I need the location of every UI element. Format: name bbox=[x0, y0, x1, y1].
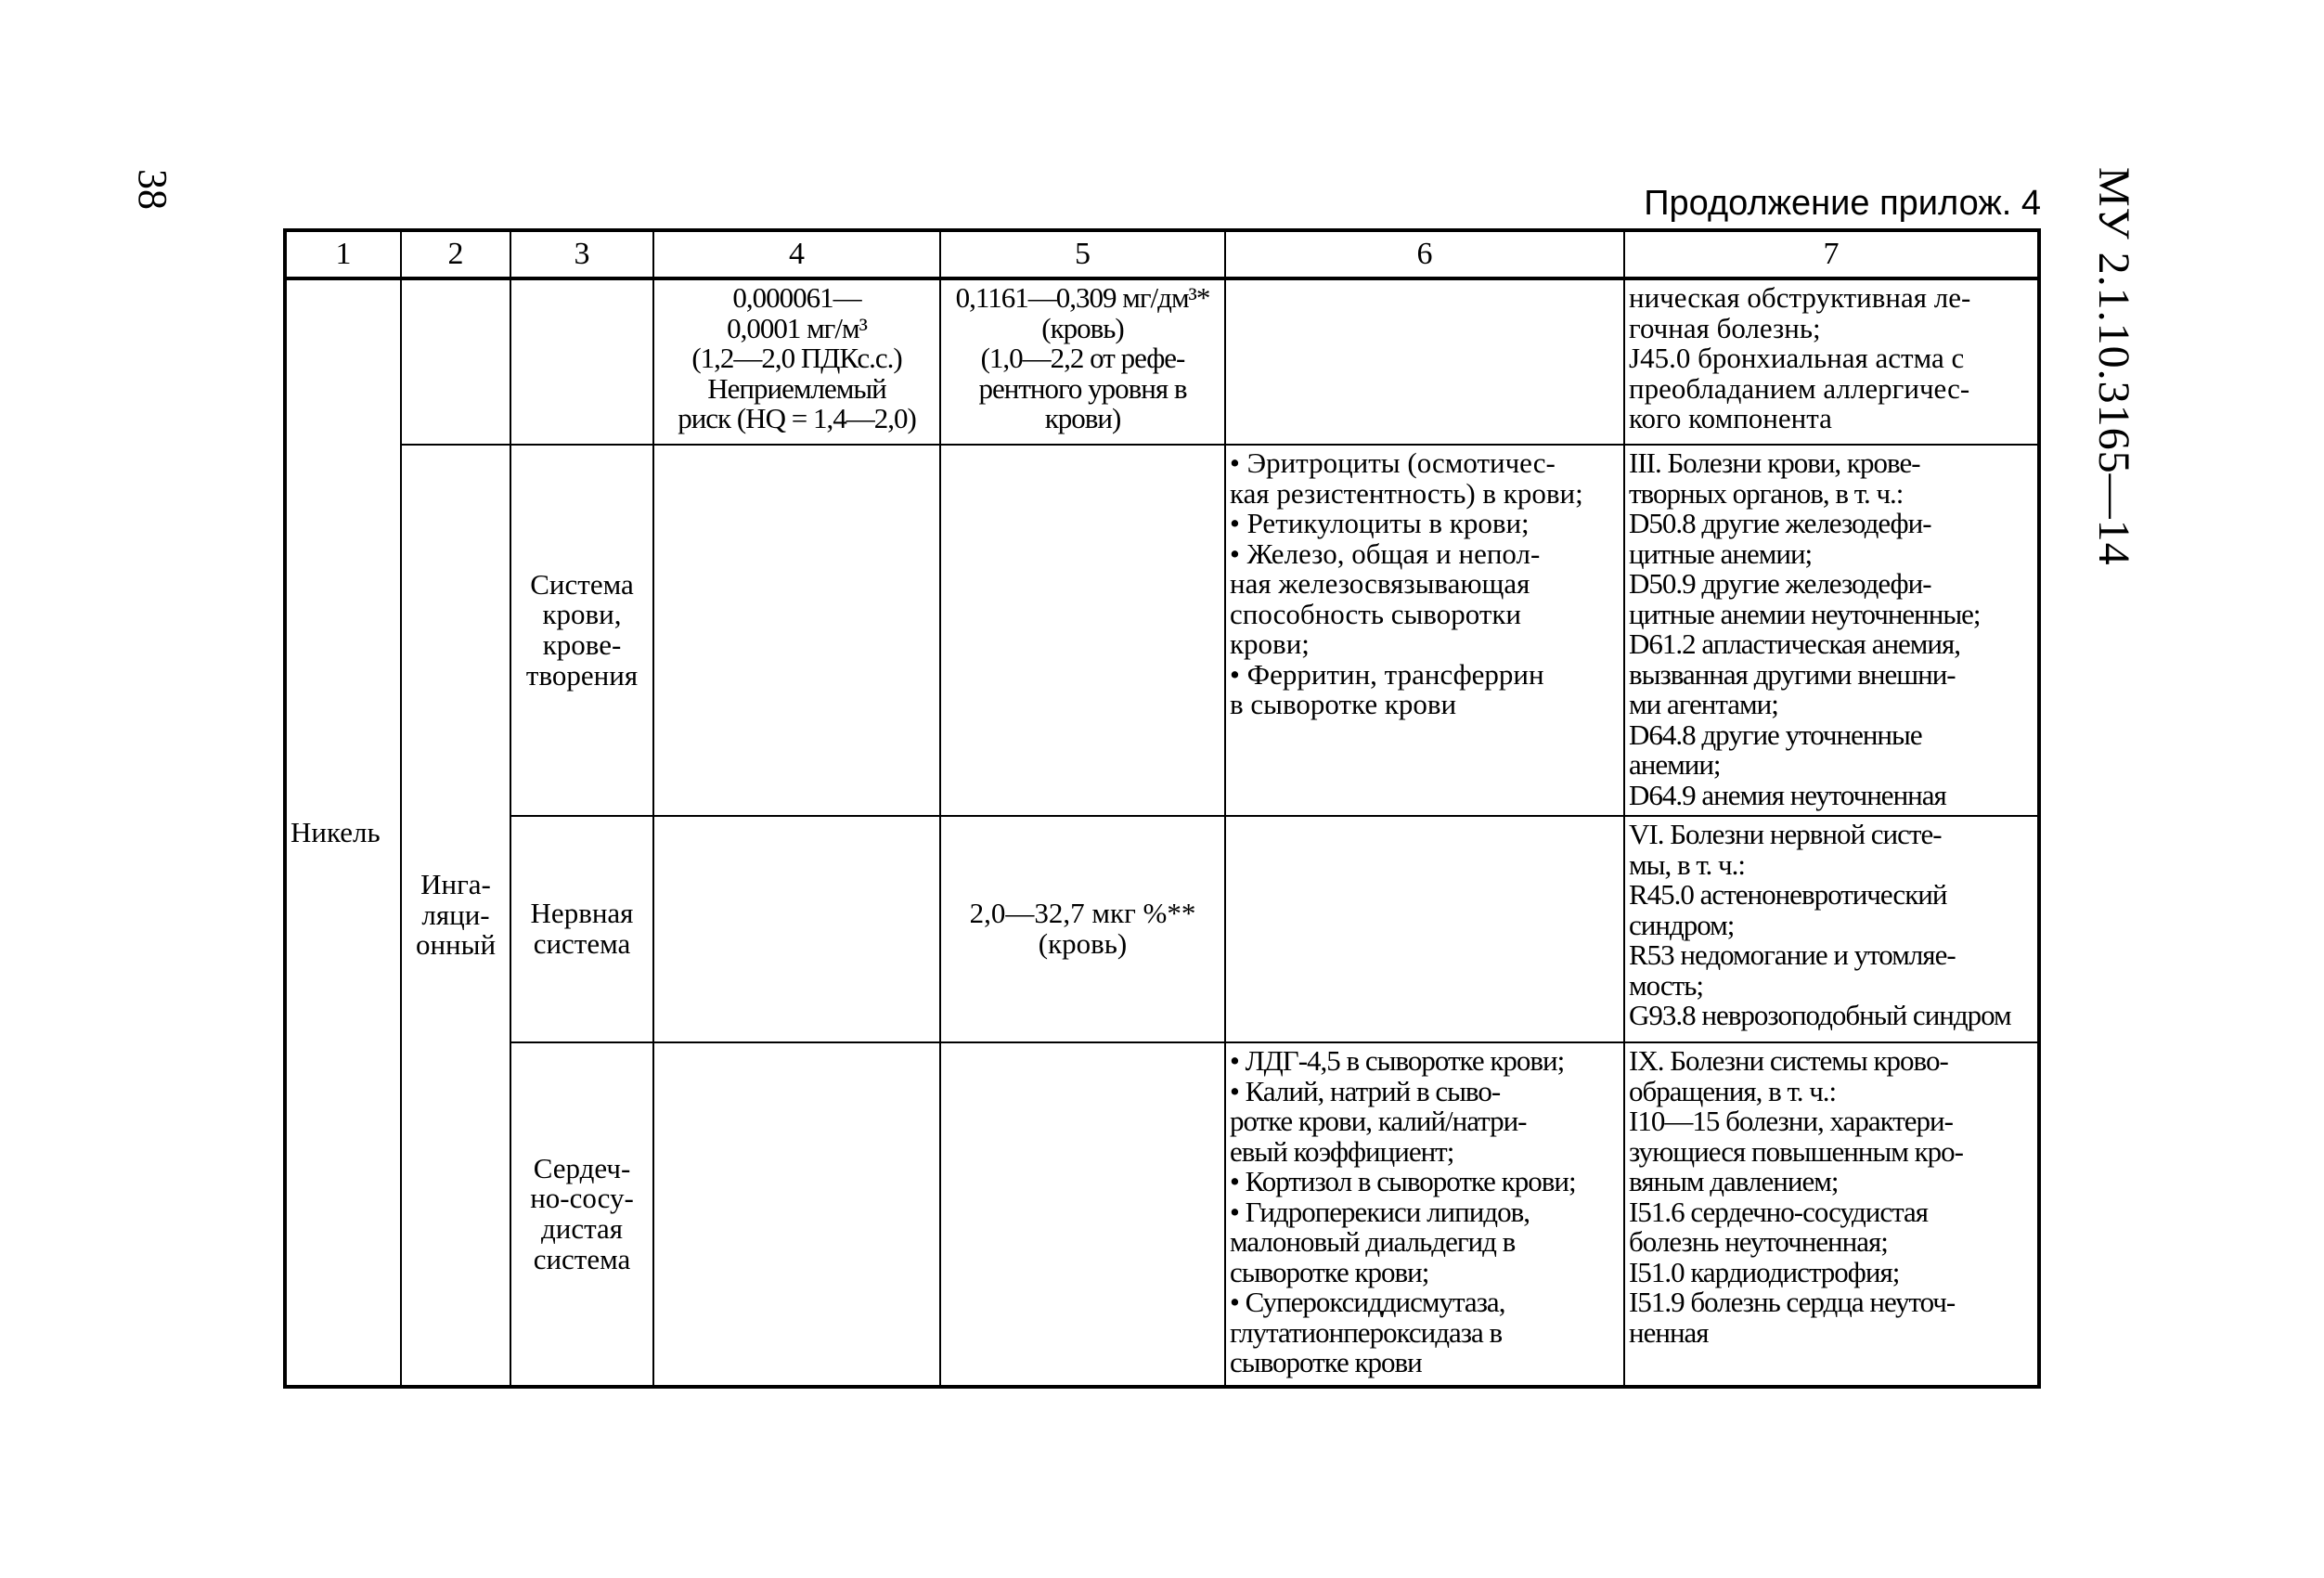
cell-text-line: болезнь неуточненная; bbox=[1629, 1225, 1888, 1259]
biomarker-level-cell bbox=[940, 278, 1225, 445]
cell-text-line: (кровь) bbox=[1041, 311, 1124, 344]
cell-text-line: кая резистентность) в крови; bbox=[1230, 476, 1583, 510]
cell-text-line: ротке крови, калий/натри- bbox=[1230, 1105, 1527, 1138]
air-concentration-cell bbox=[653, 1042, 940, 1387]
indicators-cell bbox=[1225, 278, 1624, 445]
cell-text-line: но-сосу- bbox=[530, 1182, 634, 1215]
cell-text-line: система bbox=[533, 927, 631, 960]
cell-text-line: мы, в т. ч.: bbox=[1629, 847, 1746, 881]
indicators-cell bbox=[1225, 816, 1624, 1042]
cell-text-line: мость; bbox=[1629, 968, 1703, 1002]
cell-text-line: III. Болезни крови, крове- bbox=[1629, 446, 1920, 479]
header-cell: 7 bbox=[1624, 230, 2039, 278]
indicators-cell bbox=[1225, 445, 1624, 816]
cell-text-line: сыворотке крови; bbox=[1230, 1255, 1429, 1288]
cell-text-line: I51.9 болезнь сердца неуточ- bbox=[1629, 1286, 1956, 1319]
header-cell: 4 bbox=[653, 230, 940, 278]
cell-text-line: D61.2 апластическая анемия, bbox=[1629, 627, 1961, 661]
header-cell: 2 bbox=[401, 230, 510, 278]
cell-text-line: (1,2—2,0 ПДКс.с.) bbox=[691, 342, 902, 375]
cell-text-line: 0,000061— bbox=[732, 281, 861, 314]
header-cell: 3 bbox=[510, 230, 653, 278]
cell-text-line: • ЛДГ-4,5 в сыворотке крови; bbox=[1230, 1044, 1565, 1077]
diseases-cell bbox=[1624, 1042, 2039, 1387]
system-cell bbox=[510, 445, 653, 816]
table-row bbox=[285, 816, 2039, 1042]
appendix-table bbox=[283, 228, 2041, 1389]
header-cell: 6 bbox=[1225, 230, 1624, 278]
diseases-cell bbox=[1624, 816, 2039, 1042]
cell-text-line: 0,0001 мг/м³ bbox=[727, 311, 867, 344]
document-code: МУ 2.1.10.3165—14 bbox=[2089, 167, 2138, 566]
cell-text-line: • Ферритин, трансферрин bbox=[1230, 657, 1544, 691]
cell-text-line: • Железо, общая и непол- bbox=[1230, 537, 1541, 570]
cell-text-line: Система bbox=[530, 567, 634, 601]
header-cell: 1 bbox=[285, 230, 401, 278]
cell-text-line: дистая bbox=[540, 1212, 624, 1245]
cell-text-line: вызванная другими внешни- bbox=[1629, 657, 1956, 691]
cell-text-line: • Кортизол в сыворотке крови; bbox=[1230, 1165, 1576, 1198]
cell-text-line: 2,0—32,7 мкг %** bbox=[969, 897, 1196, 930]
cell-text-line: преобладанием аллергичес- bbox=[1629, 371, 1970, 405]
cell-text-line: D50.9 другие железодефи- bbox=[1629, 567, 1931, 601]
cell-text-line: анемии; bbox=[1629, 748, 1721, 782]
cell-text-line: крови, bbox=[542, 598, 622, 631]
air-concentration-cell bbox=[653, 278, 940, 445]
cell-text-line: ми агентами; bbox=[1629, 688, 1778, 721]
system-cell-empty bbox=[510, 278, 653, 445]
table-row bbox=[285, 278, 2039, 445]
system-cell bbox=[510, 1042, 653, 1387]
cell-text-line: R53 недомогание и утомляе- bbox=[1629, 938, 1956, 972]
cell-text-line: Нервная bbox=[530, 897, 634, 930]
diseases-cell bbox=[1624, 445, 2039, 816]
cell-text-line: рентного уровня в bbox=[978, 371, 1187, 405]
biomarker-level-cell bbox=[940, 1042, 1225, 1387]
cell-text-line: обращения, в т. ч.: bbox=[1629, 1074, 1837, 1107]
table-row bbox=[285, 1042, 2039, 1387]
substance-cell: Никель bbox=[285, 278, 401, 1387]
cell-text-line: I51.0 кардиодистрофия; bbox=[1629, 1255, 1900, 1288]
cell-text-line: R45.0 астеноневротический bbox=[1629, 878, 1947, 912]
cell-text-line: творных органов, в т. ч.: bbox=[1629, 476, 1904, 510]
indicators-cell bbox=[1225, 1042, 1624, 1387]
air-concentration-cell bbox=[653, 816, 940, 1042]
cell-text-line: система bbox=[533, 1242, 631, 1275]
cell-text-line: евый коэффициент; bbox=[1230, 1134, 1454, 1168]
cell-text-line: ническая обструктивная ле- bbox=[1629, 281, 1971, 314]
table-row bbox=[285, 445, 2039, 816]
cell-text-line: I51.6 сердечно-сосудистая bbox=[1629, 1195, 1929, 1228]
cell-text-line: зующиеся повышенным кро- bbox=[1629, 1134, 1963, 1168]
cell-text-line: риск (HQ = 1,4—2,0) bbox=[678, 402, 916, 435]
cell-text-line: сыворотке крови bbox=[1230, 1346, 1422, 1379]
cell-text-line: цитные анемии неуточненные; bbox=[1629, 597, 1981, 630]
page-number: 38 bbox=[130, 169, 175, 210]
header-cell: 5 bbox=[940, 230, 1225, 278]
cell-text-line: синдром; bbox=[1629, 908, 1735, 941]
cell-text-line: малоновый диальдегид в bbox=[1230, 1225, 1516, 1259]
cell-text-line: • Эритроциты (осмотичес- bbox=[1230, 446, 1556, 479]
cell-text-line: IX. Болезни системы крово- bbox=[1629, 1044, 1948, 1077]
system-cell bbox=[510, 816, 653, 1042]
cell-text-line: • Ретикулоциты в крови; bbox=[1230, 507, 1530, 540]
cell-text-line: в сыворотке крови bbox=[1230, 688, 1457, 721]
cell-text-line: • Калий, натрий в сыво- bbox=[1230, 1074, 1501, 1107]
cell-text-line: вяным давлением; bbox=[1629, 1165, 1839, 1198]
cell-text-line: • Супероксиддисмутаза, bbox=[1230, 1286, 1505, 1319]
route-cell bbox=[401, 445, 510, 1387]
cell-text-line: глутатионпероксидаза в bbox=[1230, 1315, 1503, 1349]
cell-text-line: Сердеч- bbox=[533, 1151, 631, 1184]
cell-text-line: ненная bbox=[1629, 1315, 1709, 1349]
biomarker-level-cell bbox=[940, 816, 1225, 1042]
biomarker-level-cell bbox=[940, 445, 1225, 816]
cell-text-line: D64.8 другие уточненные bbox=[1629, 718, 1922, 751]
cell-text-line: Неприемлемый bbox=[707, 371, 886, 405]
cell-text-line: крови; bbox=[1230, 627, 1310, 661]
cell-text-line: G93.8 неврозоподобный синдром bbox=[1629, 999, 2011, 1032]
cell-text-line: (кровь) bbox=[1038, 927, 1128, 960]
diseases-cell bbox=[1624, 278, 2039, 445]
cell-text-line: цитные анемии; bbox=[1629, 537, 1813, 570]
cell-text-line: ляци- bbox=[421, 898, 490, 931]
cell-text-line: 0,1161—0,309 мг/дм³* bbox=[955, 281, 1210, 314]
cell-text-line: (1,0—2,2 от рефе- bbox=[980, 342, 1185, 375]
cell-text-line: кого компонента bbox=[1629, 402, 1832, 435]
cell-text-line: способность сыворотки bbox=[1230, 597, 1522, 630]
cell-text-line: D64.9 анемия неуточненная bbox=[1629, 779, 1946, 812]
cell-text-line: ная железосвязывающая bbox=[1230, 567, 1530, 601]
cell-text-line: VI. Болезни нервной систе- bbox=[1629, 818, 1942, 850]
cell-text-line: крови) bbox=[1044, 402, 1121, 435]
cell-text-line: I10—15 болезни, характери- bbox=[1629, 1105, 1953, 1138]
cell-text-line: Инга- bbox=[420, 868, 491, 901]
cell-text-line: крове- bbox=[542, 628, 622, 661]
cell-text-line: творения bbox=[525, 658, 639, 692]
continuation-title: Продолжение прилож. 4 bbox=[1644, 184, 2041, 223]
cell-text-line: J45.0 бронхиальная астма с bbox=[1629, 342, 1965, 375]
air-concentration-cell bbox=[653, 445, 940, 816]
cell-text-line: • Гидроперекиси липидов, bbox=[1230, 1195, 1530, 1228]
cell-text-line: D50.8 другие железодефи- bbox=[1629, 507, 1931, 540]
cell-text-line: гочная болезнь; bbox=[1629, 311, 1821, 344]
route-cell-empty bbox=[401, 278, 510, 445]
cell-text-line: онный bbox=[415, 928, 497, 962]
header-row bbox=[285, 230, 2039, 278]
